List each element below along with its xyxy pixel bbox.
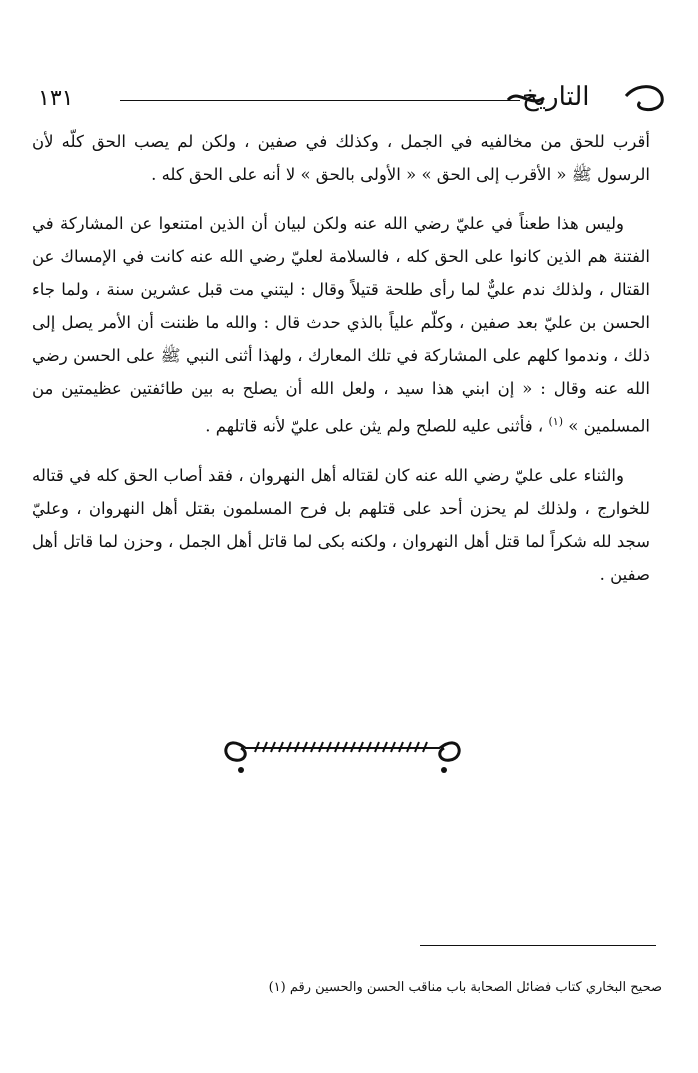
footnote <box>210 980 662 995</box>
header-rule <box>120 100 520 101</box>
divider-ornament <box>215 722 470 778</box>
page-header <box>30 60 670 120</box>
footnote-reference: (١) <box>548 415 563 428</box>
page-number: ١٣١ <box>38 86 74 111</box>
footnote-marker: (١) <box>268 980 286 995</box>
footnote-rule <box>420 945 656 946</box>
paragraph-1: أقرب للحق من مخالفيه في الجمل ، وكذلك في صفين ، ولكن لم يصب الحق كلّه لأن الرسول ﷺ « الأقرب إلى الحق » « الأولى بالحق » لا أنه على الحق كله . <box>32 132 650 184</box>
header-title: التاريخ <box>522 82 590 112</box>
paragraph-2 <box>32 207 650 443</box>
paragraph-2-tail: ، فأثنى عليه للصلح ولم يثن على عليّ لأنه قاتلهم . <box>205 416 544 436</box>
footnote-text: صحيح البخاري كتاب فضائل الصحابة باب مناقب الحسن والحسين رقم <box>289 980 662 995</box>
paragraph-3: والثناء على عليّ رضي الله عنه كان لقتاله أهل النهروان ، فقد أصاب الحق كله في قتاله للخوارج ، ولذلك لم يحزن أحد على قتلهم بل فرح المسلمون بقتل أهل النهروان ، وعليّ سجد لله شكراً لما قتل أهل النهروان ، ولكنه بكى لما قاتل أهل الجمل ، وحزن لما قاتل أهل صفين . <box>32 465 650 584</box>
main-text <box>32 125 650 607</box>
paragraph-2-text: وليس هذا طعناً في عليّ رضي الله عنه ولكن لبيان أن الذين امتنعوا عن المشاركة في الفتنة هم الذين كانوا على الحق كله ، فالسلامة لعليّ رضي الله عنه كانت في الإمساك عن القتال ، ولذلك ندم عليٌّ لما رأى طلحة قتيلاً وقال : ليتني مت قبل عشرين سنة ، ولما جاء الحسن بن عليّ بعد صفين ، وكلّم علياً بالذي حدث قال : والله ما ظننت أن الأمر يصل إلى ذلك ، وندموا كلهم على المشاركة في تلك المعارك ، ولهذا أثنى النبي ﷺ على الحسن رضي الله عنه وقال : « إن ابني هذا سيد ، ولعل الله أن يصلح به بين طائفتين عظيمتين من المسلمين » <box>32 214 650 436</box>
